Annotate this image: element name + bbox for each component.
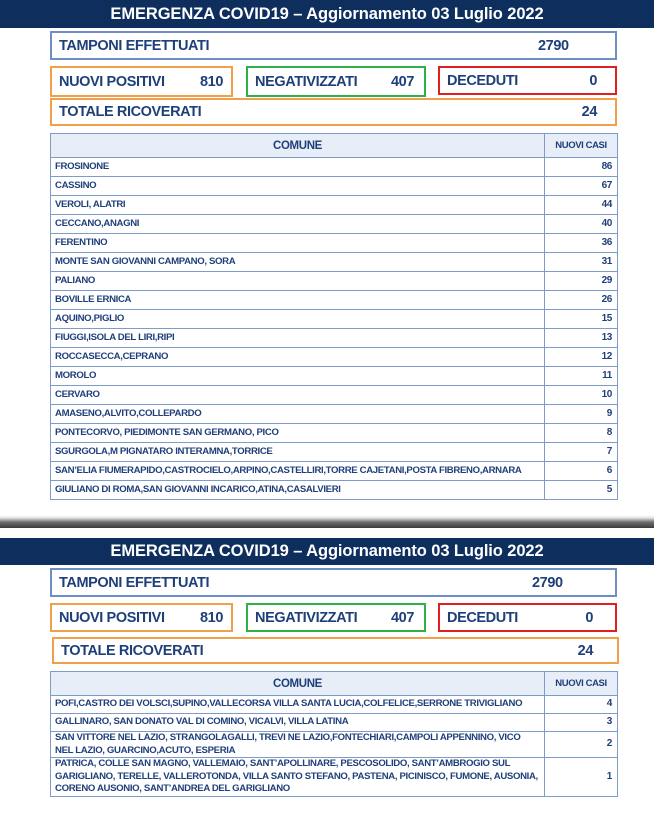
column-header-comune: COMUNE: [51, 672, 545, 696]
stat-label: NUOVI POSITIVI: [59, 73, 165, 90]
cell-comune: BOVILLE ERNICA: [51, 291, 545, 310]
table-row: [51, 367, 618, 386]
cases-table: [50, 133, 618, 500]
stat-totale-ricoverati: [52, 637, 619, 664]
stat-label: NEGATIVIZZATI: [255, 609, 358, 626]
table-row: [51, 158, 618, 177]
table-row: [51, 291, 618, 310]
table-row: [51, 215, 618, 234]
cell-nuovi-casi: 31: [545, 253, 618, 272]
cell-comune: PATRICA, COLLE SAN MAGNO, VALLEMAIO, SANT’APOLLINARE, PESCOSOLIDO, SANT’AMBROGIO SUL GARIGLIANO, TERELLE, VALLEROTONDA, VILLA SANTO STEFANO, PASTENA, PICINISCO, FUMONE, AUSONIA, CORENO AUSONIO, SANT’ANDREA DEL GARIGLIANO: [51, 758, 545, 797]
stat-value: 2790: [532, 574, 563, 591]
cell-nuovi-casi: 8: [545, 424, 618, 443]
stat-value: 24: [577, 642, 593, 659]
stat-value: 810: [200, 609, 223, 626]
cases-table: [50, 671, 618, 797]
cell-comune: SGURGOLA,M PIGNATARO INTERAMNA,TORRICE: [51, 443, 545, 462]
cell-comune: MONTE SAN GIOVANNI CAMPANO, SORA: [51, 253, 545, 272]
stat-value: 0: [589, 72, 597, 89]
cell-nuovi-casi: 12: [545, 348, 618, 367]
cell-comune: SAN’ELIA FIUMERAPIDO,CASTROCIELO,ARPINO,CASTELLIRI,TORRE CAJETANI,POSTA FIBRENO,ARNARA: [51, 462, 545, 481]
stat-negativizzati: [246, 603, 426, 632]
cell-nuovi-casi: 44: [545, 196, 618, 215]
column-header-nuovi-casi: NUOVI CASI: [545, 134, 618, 158]
stat-label: TOTALE RICOVERATI: [59, 104, 202, 120]
stat-label: TOTALE RICOVERATI: [61, 642, 204, 659]
table-row: [51, 272, 618, 291]
cell-nuovi-casi: 5: [545, 481, 618, 500]
cell-nuovi-casi: 2: [545, 732, 618, 758]
cell-comune: PALIANO: [51, 272, 545, 291]
stat-value: 2790: [538, 37, 569, 54]
table-row: [51, 462, 618, 481]
cell-comune: FIUGGI,ISOLA DEL LIRI,RIPI: [51, 329, 545, 348]
stat-label: TAMPONI EFFETTUATI: [59, 37, 210, 54]
cell-nuovi-casi: 15: [545, 310, 618, 329]
stat-negativizzati: [246, 66, 426, 97]
cell-nuovi-casi: 36: [545, 234, 618, 253]
cell-nuovi-casi: 1: [545, 758, 618, 797]
stat-label: TAMPONI EFFETTUATI: [59, 574, 210, 591]
page-divider: [0, 515, 654, 528]
table-row: [51, 196, 618, 215]
cell-comune: CASSINO: [51, 177, 545, 196]
column-header-comune: COMUNE: [51, 134, 545, 158]
cell-nuovi-casi: 29: [545, 272, 618, 291]
table-row: [51, 177, 618, 196]
table-row: [51, 348, 618, 367]
report-title: EMERGENZA COVID19 – Aggiornamento 03 Luglio 2022: [0, 538, 654, 565]
table-row: [51, 732, 618, 758]
stat-label: NUOVI POSITIVI: [59, 609, 165, 626]
cell-comune: GIULIANO DI ROMA,SAN GIOVANNI INCARICO,ATINA,CASALVIERI: [51, 481, 545, 500]
cell-comune: POFI,CASTRO DEI VOLSCI,SUPINO,VALLECORSA VILLA SANTA LUCIA,COLFELICE,SERRONE TRIVIGLIANO: [51, 696, 545, 714]
table-row: [51, 310, 618, 329]
stat-value: 407: [391, 609, 414, 626]
table-row: [51, 234, 618, 253]
cell-nuovi-casi: 3: [545, 714, 618, 732]
table-header-row: [51, 672, 618, 696]
table-row: [51, 253, 618, 272]
table-row: [51, 329, 618, 348]
cell-comune: CECCANO,ANAGNI: [51, 215, 545, 234]
report-title: EMERGENZA COVID19 – Aggiornamento 03 Luglio 2022: [0, 0, 654, 28]
stat-label: DECEDUTI: [447, 609, 518, 626]
stat-nuovi-positivi: [50, 66, 233, 97]
stat-value: 0: [585, 609, 593, 626]
cell-comune: AQUINO,PIGLIO: [51, 310, 545, 329]
stat-value: 810: [200, 73, 223, 90]
stat-totale-ricoverati: [50, 98, 617, 126]
stat-tamponi-effettuati: [50, 31, 617, 60]
stat-nuovi-positivi: [50, 603, 233, 632]
cell-nuovi-casi: 67: [545, 177, 618, 196]
cell-comune: VEROLI, ALATRI: [51, 196, 545, 215]
cell-comune: FERENTINO: [51, 234, 545, 253]
table-row: [51, 696, 618, 714]
stat-label: DECEDUTI: [447, 72, 518, 89]
table-row: [51, 443, 618, 462]
table-row: [51, 714, 618, 732]
cell-nuovi-casi: 7: [545, 443, 618, 462]
table-row: [51, 424, 618, 443]
stat-label: NEGATIVIZZATI: [255, 73, 358, 90]
cell-nuovi-casi: 26: [545, 291, 618, 310]
table-row: [51, 481, 618, 500]
report-page-2: [0, 528, 654, 834]
cell-comune: ROCCASECCA,CEPRANO: [51, 348, 545, 367]
table-row: [51, 386, 618, 405]
cell-comune: PONTECORVO, PIEDIMONTE SAN GERMANO, PICO: [51, 424, 545, 443]
cell-comune: MOROLO: [51, 367, 545, 386]
stat-tamponi-effettuati: [50, 568, 617, 597]
cell-nuovi-casi: 10: [545, 386, 618, 405]
cell-nuovi-casi: 11: [545, 367, 618, 386]
cell-nuovi-casi: 86: [545, 158, 618, 177]
stat-deceduti: [438, 603, 617, 632]
cell-nuovi-casi: 40: [545, 215, 618, 234]
cell-comune: FROSINONE: [51, 158, 545, 177]
stat-value: 24: [581, 104, 597, 120]
cell-nuovi-casi: 9: [545, 405, 618, 424]
stat-deceduti: [438, 66, 617, 95]
stat-value: 407: [391, 73, 414, 90]
cell-nuovi-casi: 13: [545, 329, 618, 348]
cell-comune: GALLINARO, SAN DONATO VAL DI COMINO, VICALVI, VILLA LATINA: [51, 714, 545, 732]
table-row: [51, 758, 618, 797]
cell-nuovi-casi: 6: [545, 462, 618, 481]
cell-comune: CERVARO: [51, 386, 545, 405]
table-row: [51, 405, 618, 424]
cell-nuovi-casi: 4: [545, 696, 618, 714]
column-header-nuovi-casi: NUOVI CASI: [545, 672, 618, 696]
cell-comune: AMASENO,ALVITO,COLLEPARDO: [51, 405, 545, 424]
table-header-row: [51, 134, 618, 158]
cell-comune: SAN VITTORE NEL LAZIO, STRANGOLAGALLI, TREVI NE LAZIO,FONTECHIARI,CAMPOLI APPENNINO, VICO NEL LAZIO, GUARCINO,ACUTO, ESPERIA: [51, 732, 545, 758]
